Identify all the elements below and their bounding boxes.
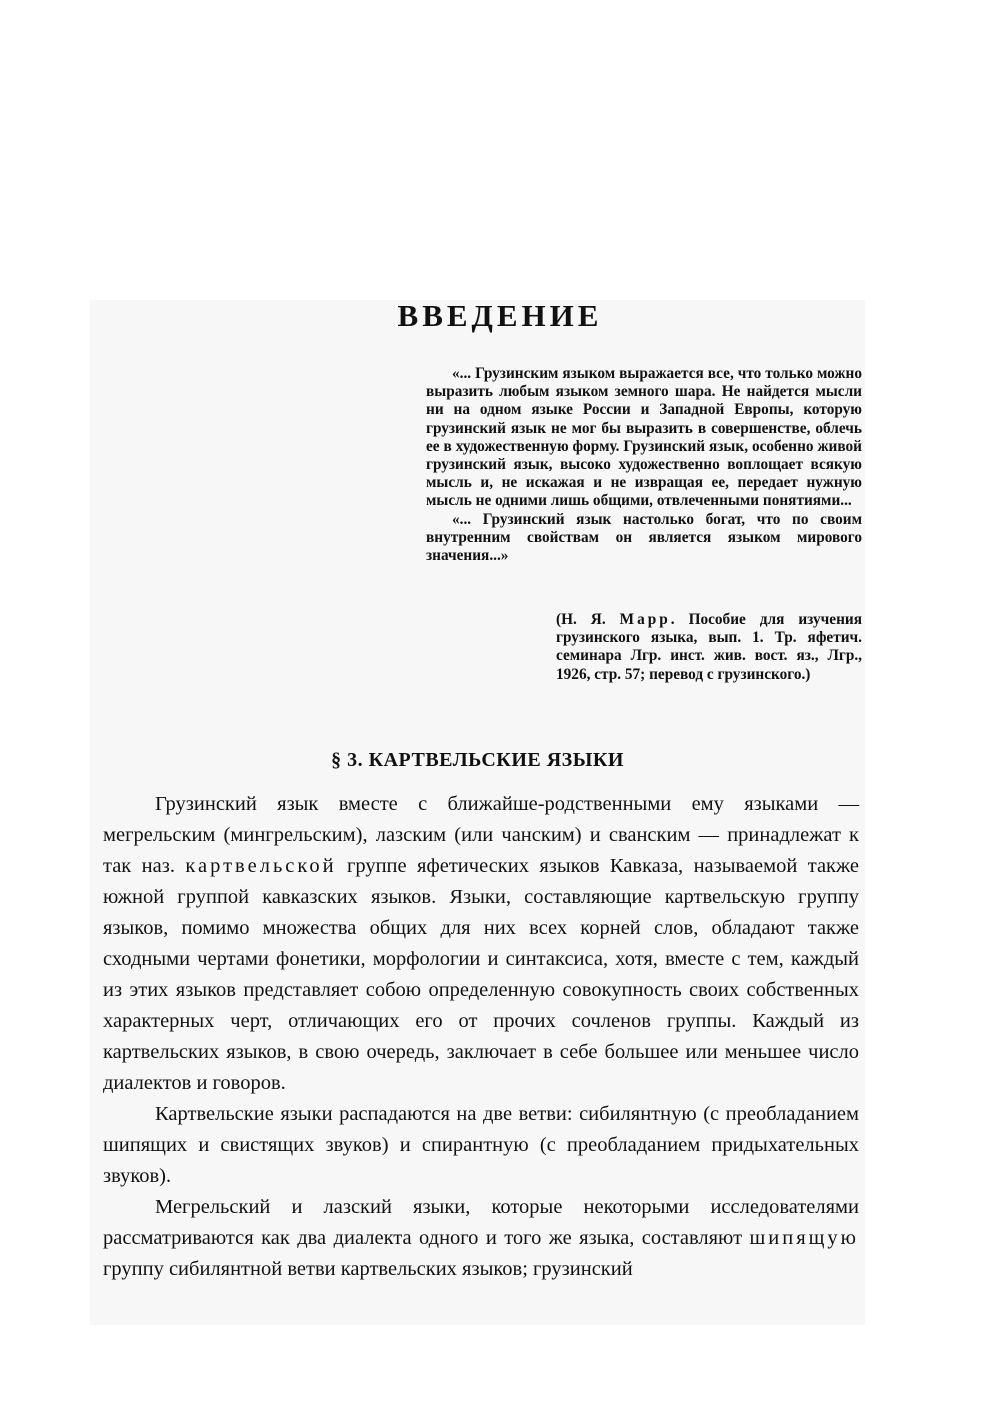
text-run: группу сибилянтной ветви картвельских языков; грузинский <box>103 1258 633 1280</box>
section-body <box>103 789 859 1285</box>
epigraph <box>426 365 862 565</box>
text-run: Мегрельский и лазский языки, которые некоторыми исследователями рассматриваются как два диалекта одного и того же языка, составляют <box>103 1196 859 1249</box>
body-paragraph: Картвельские языки распадаются на две ветви: сибилянтную (с преобладанием шипящих и свистящих звуков) и спирантную (с преобладанием придыхательных звуков). <box>103 1103 859 1187</box>
page-title: ВВЕДЕНИЕ <box>397 298 603 333</box>
epigraph-attribution <box>556 611 862 684</box>
body-paragraph <box>103 1192 859 1285</box>
text-run: Грузинский язык вместе с ближайше-родственными ему языками — мегрельским (мингрельским), лазским (или чанским) и сванским — принадлежат к так наз. <box>103 793 859 877</box>
text-run: группе яфетических языков Кавказа, называемой также южной группой кавказских языков. Языки, составляющие картвельскую группу языков, помимо множества общих для них всех корней слов, обладают также сходными чертами фонетики, морфологии и синтаксиса, хотя, вместе с тем, каждый из этих языков представляет собою определенную совокупность своих собственных характерных черт, отличающих его от прочих сочленов группы. Каждый из картвельских языков, в свою очередь, заключает в себе большее или меньшее число диалектов и говоров. <box>103 855 859 1094</box>
epigraph-paragraph: «... Грузинский язык настолько богат, что по своим внутренним свойствам он является языком мирового значения...» <box>426 510 862 565</box>
epigraph-paragraph: «... Грузинским языком выражается все, что только можно выразить любым языком земного шара. Не найдется мысли ни на одном языке России и Западной Европы, которую грузинский язык не мог бы выразить в совершенстве, облечь ее в художественную форму. Грузинский язык, особенно живой грузинский язык, высоко художественно воплощает всякую мысль и, не искажая и не извращая ее, передает нужную мысль не одними лишь общими, отвлеченными понятиями... <box>426 365 862 510</box>
attribution-author: Марр <box>619 611 671 628</box>
section-heading: § 3. КАРТВЕЛЬСКИЕ ЯЗЫКИ <box>331 749 624 771</box>
emphasized-term: картвельской <box>185 855 337 877</box>
attribution-source: . Пособие для изучения грузинского языка, вып. 1. Тр. яфетич. семинара Лгр. инст. жив. вост. яз., Лгр., 1926, стр. 57; перевод с грузинского.) <box>556 611 862 683</box>
body-paragraph <box>103 789 859 1099</box>
emphasized-term: шипящую <box>749 1227 859 1249</box>
attribution-prefix: (Н. Я. <box>556 611 620 628</box>
